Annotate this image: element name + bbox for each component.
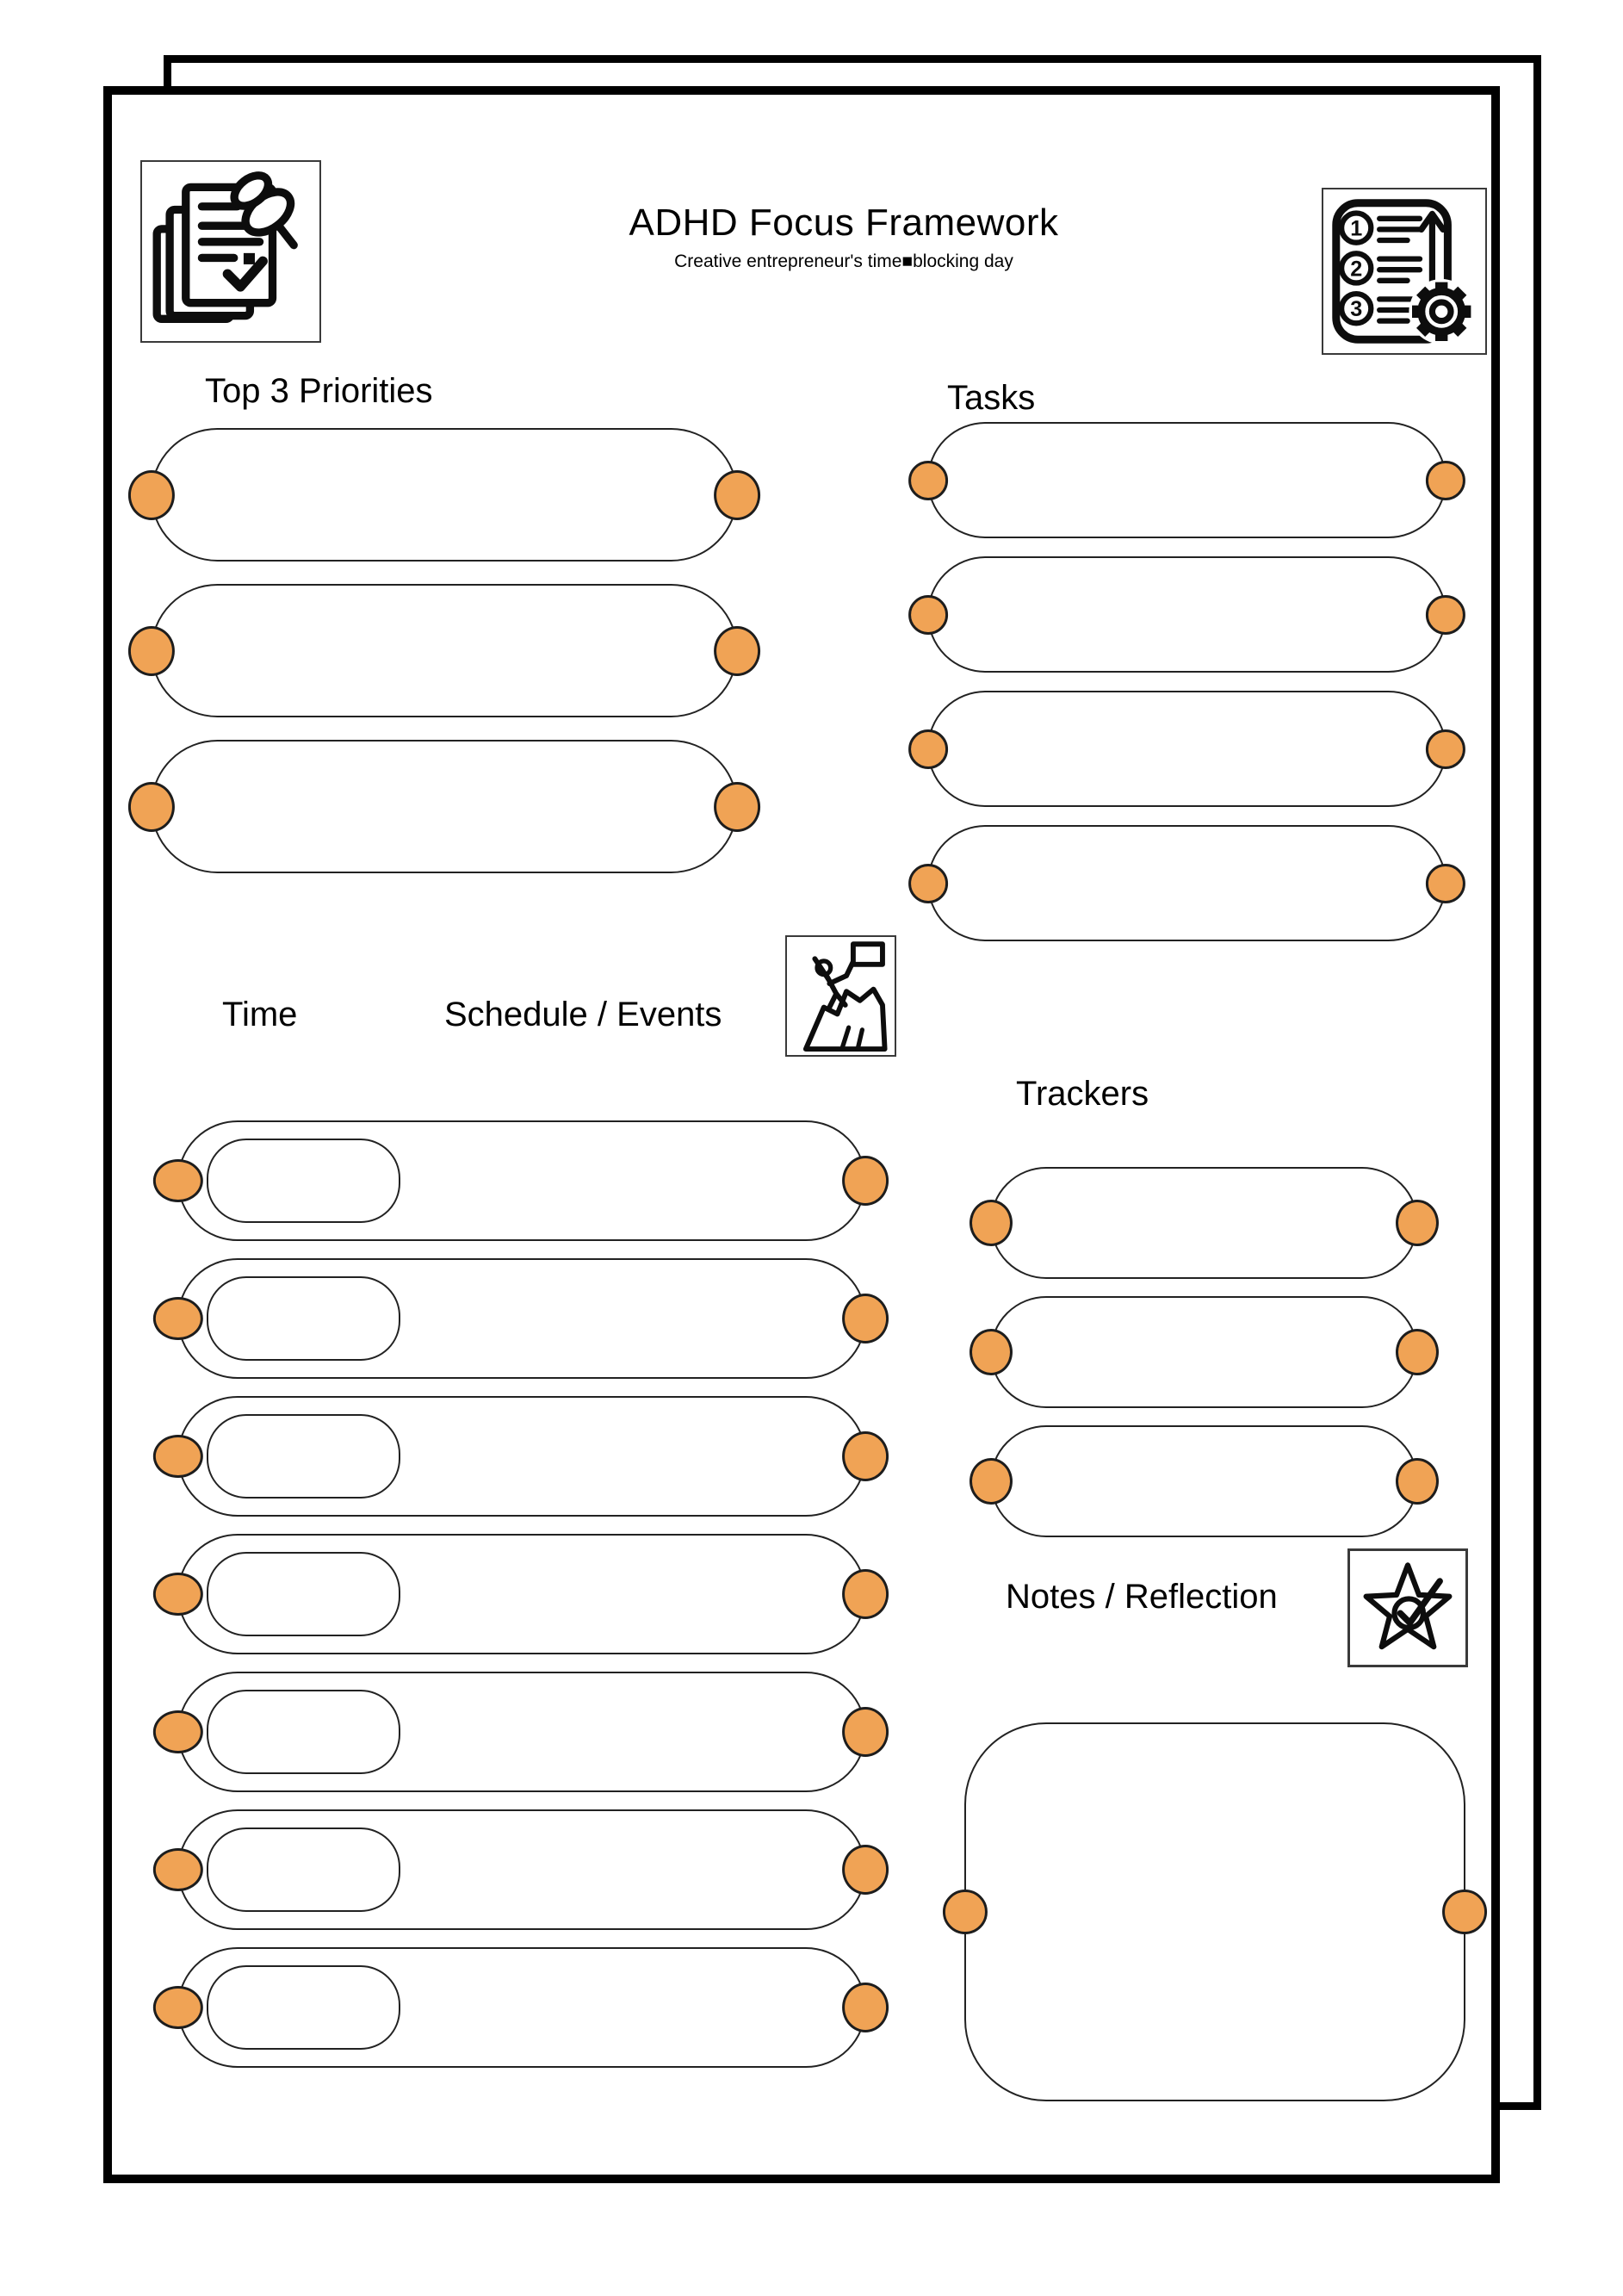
schedule-event-field[interactable] — [177, 1947, 866, 2068]
left-dot — [128, 782, 175, 832]
pinned-notes-icon — [140, 160, 321, 343]
right-dot — [842, 1431, 889, 1481]
time-field[interactable] — [207, 1414, 400, 1499]
notes-reflection-field[interactable] — [964, 1722, 1465, 2101]
schedule-event-field[interactable] — [177, 1809, 866, 1930]
schedule-events-heading: Schedule / Events — [444, 996, 722, 1033]
right-dot — [842, 1156, 889, 1206]
right-dot — [1396, 1329, 1439, 1375]
left-dot — [153, 1710, 203, 1753]
right-dot — [1396, 1200, 1439, 1246]
left-dot — [128, 626, 175, 676]
right-dot — [842, 1294, 889, 1343]
task-field[interactable] — [927, 825, 1446, 941]
time-field[interactable] — [207, 1827, 400, 1912]
right-dot — [1426, 864, 1465, 903]
trackers-section — [990, 1167, 1418, 1537]
notes-heading: Notes / Reflection — [1006, 1578, 1278, 1616]
left-dot — [908, 729, 948, 769]
left-dot — [908, 461, 948, 500]
priority-field[interactable] — [151, 584, 738, 717]
numbered-priority-list-gear-icon — [1322, 188, 1487, 355]
right-dot — [842, 1707, 889, 1757]
schedule-event-field[interactable] — [177, 1258, 866, 1379]
right-dot — [1396, 1458, 1439, 1505]
time-heading: Time — [222, 996, 298, 1033]
tracker-field[interactable] — [990, 1296, 1418, 1408]
tracker-field[interactable] — [990, 1167, 1418, 1279]
right-dot — [1426, 729, 1465, 769]
star-checkmark-icon — [1347, 1548, 1468, 1667]
left-dot — [943, 1890, 988, 1934]
schedule-event-field[interactable] — [177, 1534, 866, 1654]
right-dot — [1426, 595, 1465, 635]
right-dot — [842, 1569, 889, 1619]
left-dot — [908, 864, 948, 903]
right-dot — [1442, 1890, 1487, 1934]
time-field[interactable] — [207, 1552, 400, 1636]
right-dot — [714, 470, 760, 520]
priorities-heading: Top 3 Priorities — [205, 372, 433, 410]
task-field[interactable] — [927, 422, 1446, 538]
left-dot — [908, 595, 948, 635]
left-dot — [153, 1848, 203, 1891]
task-field[interactable] — [927, 556, 1446, 673]
right-dot — [714, 782, 760, 832]
schedule-event-field[interactable] — [177, 1672, 866, 1792]
time-field[interactable] — [207, 1690, 400, 1774]
svg-text:3: 3 — [1350, 297, 1363, 322]
time-field[interactable] — [207, 1139, 400, 1223]
tasks-heading: Tasks — [947, 379, 1036, 417]
priority-field[interactable] — [151, 428, 738, 562]
time-field[interactable] — [207, 1276, 400, 1361]
svg-text:2: 2 — [1350, 257, 1363, 282]
schedule-section — [177, 1120, 866, 2068]
time-field[interactable] — [207, 1965, 400, 2050]
left-dot — [153, 1986, 203, 2029]
left-dot — [969, 1200, 1013, 1246]
right-dot — [714, 626, 760, 676]
trackers-heading: Trackers — [1016, 1075, 1149, 1113]
tasks-section — [927, 422, 1446, 941]
left-dot — [153, 1435, 203, 1478]
page-title: ADHD Focus Framework — [629, 202, 1059, 244]
schedule-event-field[interactable] — [177, 1396, 866, 1517]
mountain-climber-flag-icon — [785, 935, 896, 1057]
left-dot — [969, 1329, 1013, 1375]
task-field[interactable] — [927, 691, 1446, 807]
page-subtitle: Creative entrepreneur's time■blocking day — [674, 251, 1013, 271]
priorities-section — [151, 428, 738, 873]
right-dot — [842, 1983, 889, 2032]
left-dot — [153, 1297, 203, 1340]
left-dot — [128, 470, 175, 520]
svg-text:1: 1 — [1350, 216, 1363, 241]
left-dot — [153, 1159, 203, 1202]
left-dot — [969, 1458, 1013, 1505]
tracker-field[interactable] — [990, 1425, 1418, 1537]
header-title-block — [465, 202, 1223, 272]
schedule-event-field[interactable] — [177, 1120, 866, 1241]
left-dot — [153, 1573, 203, 1616]
priority-field[interactable] — [151, 740, 738, 873]
right-dot — [842, 1845, 889, 1895]
right-dot — [1426, 461, 1465, 500]
